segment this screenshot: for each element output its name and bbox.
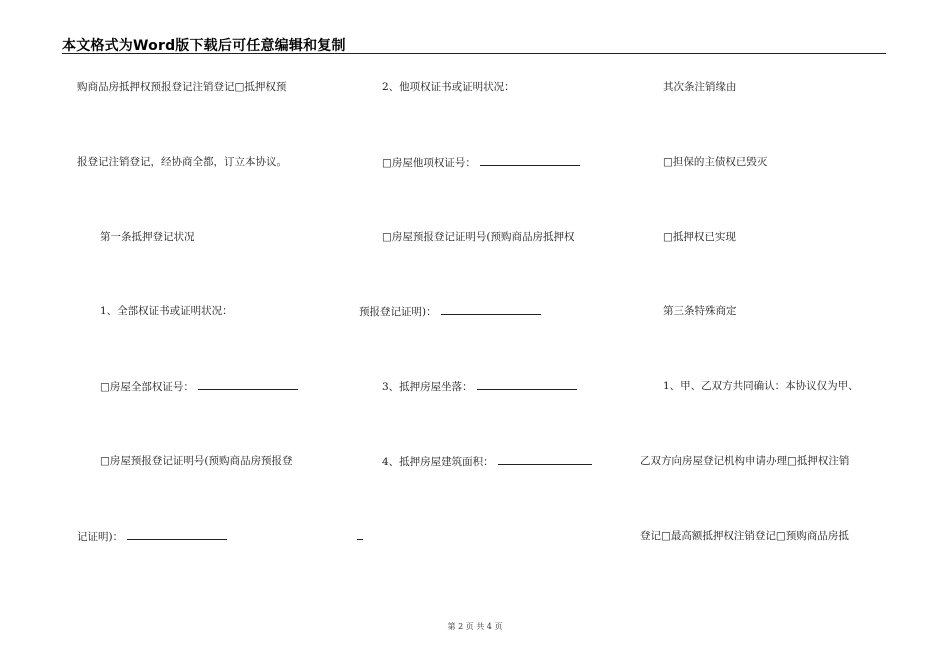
col2-line-2 (382, 155, 580, 170)
fill-blank (441, 304, 541, 315)
field-label: □房屋全部权证号： (100, 381, 194, 393)
col3-line-2: □担保的主债权已毁灭 (663, 156, 768, 168)
col1-line-3: 第一条抵押登记状况 (100, 231, 195, 243)
field-label: □房屋他项权证号： (382, 157, 476, 169)
col2-line-3: □房屋预报登记证明号(预购商品房抵押权 (382, 231, 575, 243)
header-divider (62, 53, 886, 54)
col3-line-6: 乙双方向房屋登记机构申请办理□抵押权注销 (640, 455, 850, 467)
col2-line-6 (382, 454, 592, 469)
col1-line-7 (77, 529, 227, 544)
field-label: 3、抵押房屋坐落： (382, 381, 473, 393)
fill-blank (127, 529, 227, 540)
col3-line-3: □抵押权已实现 (663, 231, 736, 243)
col3-line-7: 登记□最高额抵押权注销登记□预购商品房抵 (640, 530, 849, 542)
fill-blank (498, 454, 592, 465)
col1-line-4: 1、全部权证书或证明状况： (100, 305, 233, 317)
col3-line-5: 1、甲、乙双方共同确认：本协议仅为甲、 (663, 380, 859, 392)
col2-line-5 (382, 379, 577, 394)
field-label: 4、抵押房屋建筑面积： (382, 456, 494, 468)
col1-line-1: 购商品房抵押权预报登记注销登记□抵押权预 (77, 81, 287, 93)
col2-line-7 (357, 529, 363, 544)
fill-blank (357, 529, 363, 540)
fill-blank (477, 379, 577, 390)
page-number: 第 2 页 共 4 页 (447, 622, 503, 631)
field-label: 预报登记证明)： (359, 306, 437, 318)
col2-line-4 (359, 304, 541, 319)
header-title: 本文格式为Word版下载后可任意编辑和复制 (62, 38, 346, 54)
col1-line-6: □房屋预报登记证明号(预购商品房预报登 (100, 455, 293, 467)
col2-line-1: 2、他项权证书或证明状况： (382, 81, 515, 93)
col3-line-4: 第三条特殊商定 (663, 305, 737, 317)
fill-blank (480, 155, 580, 166)
col3-line-1: 其次条注销缘由 (663, 81, 737, 93)
col1-line-2: 报登记注销登记，经协商全都，订立本协议。 (77, 156, 287, 168)
fill-blank (198, 379, 298, 390)
field-label: 记证明)： (77, 531, 124, 543)
col1-line-5 (100, 379, 298, 394)
